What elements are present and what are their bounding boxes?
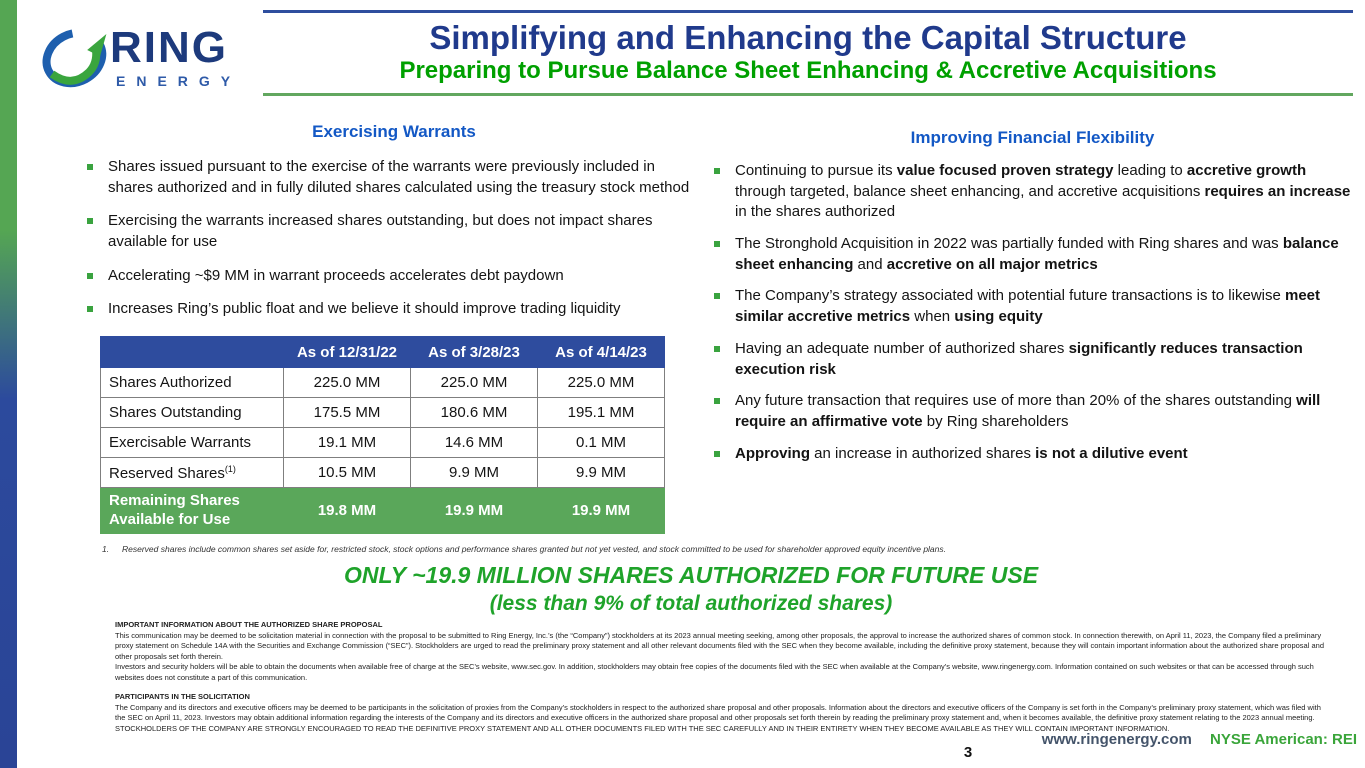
ring-energy-logo [36, 22, 241, 94]
table-row-label: Shares Outstanding [101, 398, 284, 428]
disclaimer-paragraph: This communication may be deemed to be solicitation material in connection with the proposal to be submitted to Ring Energy, Inc.’s (the “Company”) stockholders at its 2023 annual meeting seeking, among other proposals, the approval to increase the authorized shares of common stock. In connection therewith, on April 11, 2023, the Company filed a preliminary proxy statement on Schedule 14A with the Securities and Exchange Commission (“SEC”). Stockholders are urged to read the preliminary proxy statement and all other relevant documents filed with the SEC when they become available, including the definitive proxy statement, because they will contain important information about the authorized share proposal and other proposals set forth therein. [115, 630, 1324, 661]
bullet-item: Continuing to pursue its value focused proven strategy leading to accretive growth through targeted, balance sheet enhancing, and accretive acquisitions requires an increase in the shares authorized [712, 161, 1353, 223]
bullet-square-icon [714, 346, 720, 352]
right-column [712, 122, 1353, 475]
table-value-cell: 180.6 MM [411, 398, 538, 428]
table-header-cell: As of 4/14/23 [538, 337, 665, 368]
bullet-square-icon [87, 218, 93, 224]
table-row-label: Remaining Shares Available for Use [101, 488, 284, 534]
key-statement [17, 561, 1365, 617]
bullet-item: Accelerating ~$9 MM in warrant proceeds accelerates debt paydown [85, 266, 703, 287]
website-link[interactable]: www.ringenergy.com [1041, 731, 1192, 748]
table-header-cell [101, 337, 284, 368]
page-number: 3 [963, 744, 973, 761]
key-statement-line1: ONLY ~19.9 MILLION SHARES AUTHORIZED FOR FUTURE USE [343, 562, 1039, 588]
table-row [101, 428, 665, 458]
table-value-cell: 225.0 MM [411, 368, 538, 398]
table-value-cell: 10.5 MM [284, 458, 411, 488]
logo-sub-text: ENERGY [116, 73, 242, 89]
footnote-number: 1. [102, 544, 110, 554]
table-header-cell: As of 3/28/23 [411, 337, 538, 368]
table-row [101, 368, 665, 398]
table-value-cell: 9.9 MM [538, 458, 665, 488]
table-row [101, 458, 665, 488]
table-row-label: Reserved Shares$^{(1)}$ [101, 458, 284, 488]
ring-logo-icon [36, 22, 116, 94]
bullet-item: Shares issued pursuant to the exercise of the warrants were previously included in shares authorized and in fully diluted shares calculated using the treasury stock method [85, 157, 703, 198]
footnote [100, 544, 1280, 554]
exchange-listing: NYSE American: REI [1210, 731, 1357, 748]
table-value-cell: 19.1 MM [284, 428, 411, 458]
logo-brand-text: RING [110, 23, 228, 72]
shares-table [100, 336, 665, 534]
bullet-item: The Stronghold Acquisition in 2022 was partially funded with Ring shares and was balance sheet enhancing and accretive on all major metrics [712, 234, 1353, 275]
bullet-item: Having an adequate number of authorized shares significantly reduces transaction execution risk [712, 339, 1353, 380]
header-bottom-rule [263, 93, 1353, 96]
bullet-square-icon [714, 168, 720, 174]
disclaimer [115, 620, 1325, 743]
bullet-square-icon [714, 398, 720, 404]
footer-links [1042, 731, 1357, 748]
disclaimer-paragraph: Investors and security holders will be able to obtain the documents when available free of charge at the SEC’s website, www.sec.gov. In addition, stockholders may obtain free copies of the documents filed with the SEC when available at the Company’s website, www.ringenergy.com. Information contained on such websites or that can be accessed through such websites does not constitute a part of this communication. [115, 662, 1314, 682]
bullet-item: Approving an increase in authorized shares is not a dilutive event [712, 444, 1353, 465]
table-row [101, 398, 665, 428]
bullet-item: Any future transaction that requires use of more than 20% of the shares outstanding will require an affirmative vote by Ring shareholders [712, 391, 1353, 432]
disclaimer-section [115, 620, 1325, 683]
slide-subtitle: Preparing to Pursue Balance Sheet Enhancing & Accretive Acquisitions [399, 56, 1217, 84]
title-block [263, 10, 1353, 96]
left-bullet-list [85, 157, 703, 320]
shares-table-head [101, 337, 665, 368]
left-column-heading: Exercising Warrants [312, 122, 476, 141]
side-accent-bar [0, 0, 17, 768]
bullet-square-icon [87, 164, 93, 170]
slide-title: Simplifying and Enhancing the Capital Structure [429, 19, 1187, 56]
disclaimer-paragraph: The Company and its directors and executive officers may be deemed to be participants in the solicitation of proxies from the Company’s stockholders in respect to the authorized share proposal and other proposals. Information about the directors and executive officers of the Company is set forth in the Company’s preliminary proxy statement, which was filed with the SEC on April 11, 2023. Investors may obtain additional information regarding the interests of the Company and its directors and executive officers in the authorized share proposal and other proposals set forth therein by reading the preliminary proxy statement and, when it becomes available, the definitive proxy statement relating to the 2023 annual meeting. STOCKHOLDERS OF THE COMPANY ARE STRONGLY ENCOURAGED TO READ THE DEFINITIVE PROXY STATEMENT AND ALL OTHER DOCUMENTS FILED WITH THE SEC CAREFULLY AND IN THEIR ENTIRETY WHEN THEY BECOME AVAILABLE AS THEY WILL CONTAIN IMPORTANT INFORMATION. [115, 702, 1321, 733]
shares-table-body [101, 368, 665, 534]
footnote-text: Reserved shares include common shares set aside for, restricted stock, stock options and performance shares granted but not yet vested, and stock committed to be used for shareholder approved equity incentive plans. [122, 544, 946, 554]
disclaimer-heading: PARTICIPANTS IN THE SOLICITATION [115, 692, 250, 701]
bullet-square-icon [87, 273, 93, 279]
bullet-square-icon [714, 293, 720, 299]
table-header-cell: As of 12/31/22 [284, 337, 411, 368]
shares-table-wrap [100, 336, 665, 534]
disclaimer-section [115, 692, 1325, 734]
logo-text [110, 23, 242, 89]
table-value-cell: 19.9 MM [538, 488, 665, 534]
bullet-item: Increases Ring’s public float and we believe it should improve trading liquidity [85, 299, 703, 320]
table-value-cell: 19.8 MM [284, 488, 411, 534]
table-row [101, 488, 665, 534]
table-value-cell: 14.6 MM [411, 428, 538, 458]
bullet-item: Exercising the warrants increased shares outstanding, but does not impact shares available for use [85, 211, 703, 252]
table-value-cell: 9.9 MM [411, 458, 538, 488]
bullet-square-icon [714, 451, 720, 457]
bullet-square-icon [87, 306, 93, 312]
table-row-label: Shares Authorized [101, 368, 284, 398]
header-top-rule [263, 10, 1353, 13]
table-value-cell: 225.0 MM [284, 368, 411, 398]
disclaimer-heading: IMPORTANT INFORMATION ABOUT THE AUTHORIZED SHARE PROPOSAL [115, 620, 383, 629]
table-value-cell: 0.1 MM [538, 428, 665, 458]
table-value-cell: 19.9 MM [411, 488, 538, 534]
right-column-heading: Improving Financial Flexibility [910, 128, 1155, 147]
bullet-item: The Company’s strategy associated with potential future transactions is to likewise meet similar accretive metrics when using equity [712, 286, 1353, 327]
bullet-square-icon [714, 241, 720, 247]
left-column [85, 122, 703, 333]
key-statement-line2: (less than 9% of total authorized shares) [489, 591, 893, 615]
table-value-cell: 175.5 MM [284, 398, 411, 428]
table-value-cell: 195.1 MM [538, 398, 665, 428]
table-value-cell: 225.0 MM [538, 368, 665, 398]
table-row-label: Exercisable Warrants [101, 428, 284, 458]
right-bullet-list [712, 161, 1353, 464]
